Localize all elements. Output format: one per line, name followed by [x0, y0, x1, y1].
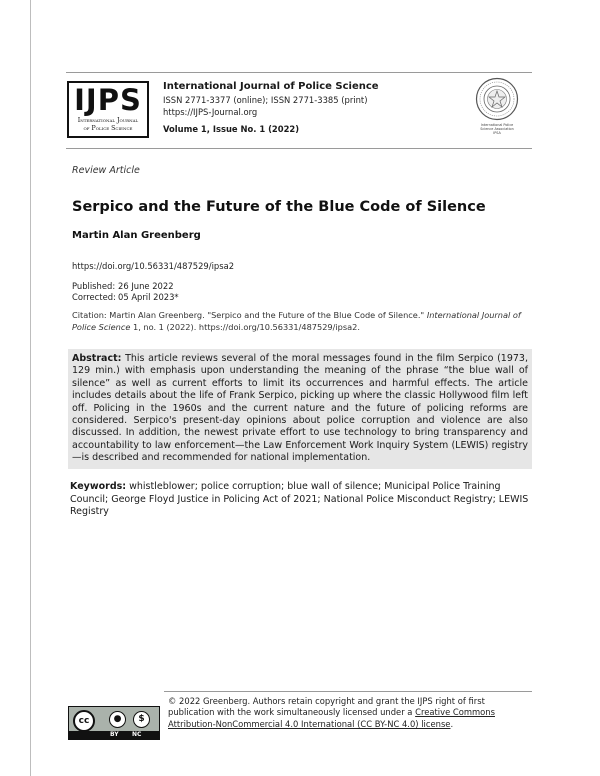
license-text: [168, 696, 532, 730]
article-title: Serpico and the Future of the Blue Code of Silence: [72, 199, 486, 215]
creative-commons-icon: cc: [73, 710, 95, 732]
logo-text: IJPS: [74, 83, 142, 117]
corrected-row: [72, 292, 179, 303]
attribution-person-icon: ●: [109, 711, 126, 728]
corrected-date: 05 April 2023*: [118, 292, 179, 302]
journal-info: [163, 80, 463, 135]
header-top-rule: [66, 72, 532, 73]
abstract-label: Abstract:: [72, 353, 122, 364]
by-label: BY: [110, 731, 119, 738]
page-margin-rule: [30, 0, 31, 776]
header-bottom-rule: [66, 148, 532, 149]
journal-website[interactable]: https://IJPS-Journal.org: [163, 107, 258, 117]
citation-suffix: 1, no. 1 (2022). https://doi.org/10.56331/487529/ipsa2.: [133, 322, 360, 332]
journal-logo: [67, 81, 149, 138]
published-date: 26 June 2022: [118, 281, 174, 291]
article-doi[interactable]: https://doi.org/10.56331/487529/ipsa2: [72, 261, 235, 271]
cc-by-nc-badge[interactable]: [68, 706, 160, 740]
journal-title: International Journal of Police Science: [163, 81, 379, 92]
article-dates: [72, 281, 179, 303]
logo-subtitle: [73, 117, 143, 132]
association-seal-icon: [475, 77, 519, 121]
logo-subtitle-line1: International Journal: [77, 117, 139, 124]
cc-badge-strip: [69, 731, 159, 739]
journal-volume: Volume 1, Issue No. 1 (2022): [163, 124, 300, 134]
keywords-text: whistleblower; police corruption; blue wall of silence; Municipal Police Training Council; George Floyd Justice in Policing Act of 2021; National Police Misconduct Registry; LEWIS Registry: [70, 481, 529, 518]
published-label: Published:: [72, 281, 116, 291]
seal-caption-line3: IPSA: [493, 131, 501, 136]
seal-caption: [468, 123, 526, 136]
seal-caption-line1: International Police: [480, 123, 514, 127]
abstract-box: [68, 349, 532, 469]
journal-issn: ISSN 2771-3377 (online); ISSN 2771-3385 (print): [163, 95, 368, 105]
abstract-text: This article reviews several of the moral messages found in the film Serpico (1973, 129 min.) with emphasis upon understanding the meaning of the phrase “the blue wall of silence” as well as current efforts to limit its occurrences and harmful effects. The article includes details about the life of Frank Serpico, picking up where the classic Hollywood film left off. Policing in the 1960s and the current nature and the future of policing reforms are considered. Serpico's present-day opinions about police corruption and violence are also discussed. In addition, the newest private effort to use technology to bring transparency and accountability to law enforcement—the Law Enforcement Work Inquiry System (LEWIS) registry—is described and recommended for national implementation.: [72, 353, 528, 464]
keywords-label: Keywords:: [70, 481, 127, 492]
article-author: Martin Alan Greenberg: [72, 230, 201, 241]
noncommercial-dollar-icon: $: [133, 711, 150, 728]
logo-subtitle-line2: of Police Science: [83, 124, 133, 132]
seal-caption-line2: Science Association: [480, 127, 514, 132]
article-type: Review Article: [72, 165, 140, 176]
corrected-label: Corrected:: [72, 292, 116, 302]
citation: [72, 309, 534, 333]
published-row: [72, 281, 179, 292]
nc-label: NC: [132, 731, 142, 738]
license-link[interactable]: Creative Commons Attribution-NonCommercial 4.0 International (CC BY-NC 4.0) license: [168, 707, 495, 729]
license-prefix: © 2022 Greenberg. Authors retain copyright and grant the IJPS right of first publication with the work simultaneously licensed under a: [168, 696, 485, 718]
footer-rule: [164, 691, 532, 692]
keywords: [70, 481, 530, 519]
license-suffix: .: [450, 718, 454, 729]
citation-journal: International Journal of Police Science: [72, 310, 521, 332]
citation-prefix: Citation: Martin Alan Greenberg. "Serpico and the Future of the Blue Code of Silence.": [72, 310, 425, 320]
